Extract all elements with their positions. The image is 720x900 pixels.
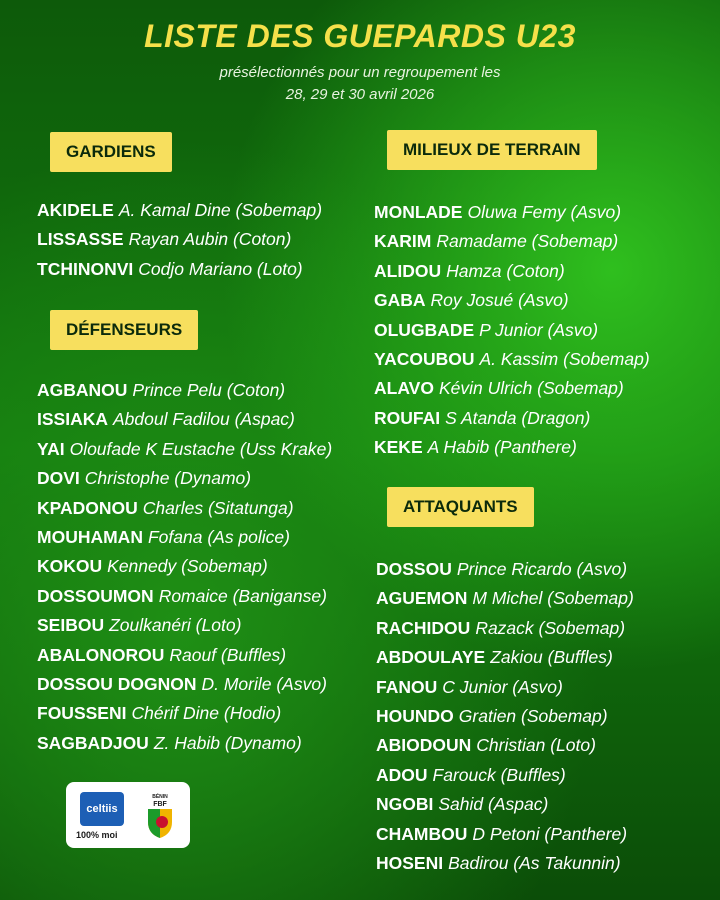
section-badge-milieux: MILIEUX DE TERRAIN [387, 130, 597, 170]
player-details: Farouck (Buffles) [432, 764, 566, 785]
player-details: Charles (Sitatunga) [142, 497, 294, 518]
player-details: Z. Habib (Dynamo) [153, 732, 302, 753]
player-details: Christian (Loto) [476, 735, 596, 756]
player-surname: AGBANOU [37, 380, 128, 400]
player-details: Gratien (Sobemap) [458, 705, 608, 726]
player-row [37, 670, 332, 699]
player-row [374, 316, 650, 345]
player-details: A. Kassim (Sobemap) [479, 348, 650, 369]
player-list-defenseurs [37, 376, 332, 758]
player-details: M Michel (Sobemap) [472, 588, 634, 609]
player-row [376, 849, 634, 878]
player-row [376, 555, 634, 584]
player-list-attaquants [376, 555, 634, 878]
player-row [37, 582, 332, 611]
player-surname: KEKE [374, 437, 423, 458]
player-row [376, 790, 634, 819]
player-details: P Junior (Asvo) [479, 319, 599, 340]
player-surname: ALAVO [374, 378, 434, 399]
celtiis-tagline: 100% moi [76, 830, 118, 840]
player-details: Zakiou (Buffles) [490, 647, 613, 668]
player-details: C Junior (Asvo) [442, 676, 563, 697]
player-row [37, 611, 332, 640]
section-badge-defenseurs: DÉFENSEURS [50, 310, 198, 350]
player-surname: CHAMBOU [376, 823, 468, 844]
player-surname: DOSSOU DOGNON [37, 673, 197, 694]
player-row [374, 286, 650, 315]
player-surname: KPADONOU [37, 497, 138, 518]
player-row [376, 673, 634, 702]
player-surname: ABALONOROU [37, 644, 165, 665]
player-details: Razack (Sobemap) [475, 617, 626, 638]
player-surname: DOVI [37, 468, 80, 489]
player-surname: RACHIDOU [376, 617, 471, 638]
celtiis-logo: celtiis [80, 792, 124, 826]
player-surname: FOUSSENI [37, 703, 127, 724]
player-row [376, 702, 634, 731]
player-details: D Petoni (Panthere) [472, 823, 628, 844]
player-details: Zoulkanéri (Loto) [109, 615, 242, 636]
player-row [374, 404, 650, 433]
player-details: Kévin Ulrich (Sobemap) [438, 378, 624, 399]
player-details: Ramadame (Sobemap) [436, 231, 619, 252]
player-surname: AKIDELE [37, 200, 114, 220]
player-surname: DOSSOU [376, 559, 452, 579]
player-row [37, 494, 332, 523]
player-row [374, 227, 650, 256]
subtitle-line-2: 28, 29 et 30 avril 2026 [285, 86, 435, 103]
player-details: A. Kamal Dine (Sobemap) [118, 200, 323, 220]
player-surname: ABIODOUN [376, 735, 472, 756]
section-badge-attaquants: ATTAQUANTS [387, 487, 534, 527]
player-row [37, 376, 332, 405]
player-surname: KARIM [374, 231, 432, 252]
player-row [37, 405, 332, 434]
player-surname: HOSENI [376, 852, 444, 873]
player-row [376, 761, 634, 790]
player-surname: GABA [374, 290, 426, 311]
page-title: LISTE DES GUEPARDS U23 [144, 18, 576, 54]
player-details: Codjo Mariano (Loto) [138, 258, 303, 279]
player-surname: AGUEMON [376, 588, 468, 609]
player-details: Christophe (Dynamo) [84, 468, 252, 489]
sponsor-logos [66, 782, 190, 848]
player-row [376, 820, 634, 849]
player-details: Oloufade K Eustache (Uss Krake) [69, 438, 333, 459]
player-details: Hamza (Coton) [446, 260, 565, 281]
player-details: A Habib (Panthere) [427, 437, 577, 458]
player-row [376, 643, 634, 672]
player-surname: NGOBI [376, 794, 434, 815]
player-row [37, 523, 332, 552]
player-row [37, 641, 332, 670]
page-subtitle [0, 62, 720, 106]
player-details: Oluwa Femy (Asvo) [467, 202, 622, 222]
player-surname: YACOUBOU [374, 348, 475, 369]
player-details: Chérif Dine (Hodio) [131, 703, 282, 724]
player-row [376, 731, 634, 760]
player-row [37, 464, 332, 493]
player-surname: MONLADE [374, 202, 463, 222]
player-row [376, 584, 634, 613]
player-details: D. Morile (Asvo) [201, 673, 327, 694]
player-surname: FANOU [376, 676, 438, 697]
player-details: Prince Ricardo (Asvo) [456, 559, 628, 579]
player-surname: HOUNDO [376, 705, 454, 726]
player-details: Rayan Aubin (Coton) [128, 229, 292, 250]
player-details: Raouf (Buffles) [169, 644, 287, 665]
player-row [374, 198, 650, 227]
player-details: Kennedy (Sobemap) [107, 556, 268, 577]
player-surname: YAI [37, 438, 65, 459]
player-row [37, 255, 322, 284]
player-list-gardiens [37, 196, 322, 284]
section-badge-gardiens: GARDIENS [50, 132, 172, 172]
player-surname: KOKOU [37, 556, 103, 577]
player-surname: MOUHAMAN [37, 526, 143, 547]
player-surname: DOSSOUMON [37, 585, 154, 606]
player-surname: ABDOULAYE [376, 647, 486, 668]
player-list-milieux [374, 198, 650, 463]
player-surname: LISSASSE [37, 229, 124, 250]
fbf-initials: FBF [153, 801, 167, 808]
player-details: Romaice (Baniganse) [158, 585, 327, 606]
player-surname: SAGBADJOU [37, 732, 149, 753]
player-surname: ROUFAI [374, 407, 441, 428]
player-surname: TCHINONVI [37, 258, 134, 279]
player-details: Prince Pelu (Coton) [132, 380, 286, 400]
player-row [37, 225, 322, 254]
player-surname: OLUGBADE [374, 319, 475, 340]
player-row [37, 552, 332, 581]
player-row [374, 433, 650, 462]
player-surname: ISSIAKA [37, 409, 108, 430]
player-details: Sahid (Aspac) [438, 794, 549, 815]
player-row [37, 196, 322, 225]
player-row [374, 374, 650, 403]
player-row [37, 435, 332, 464]
subtitle-line-1: présélectionnés pour un regroupement les [219, 64, 501, 81]
player-details: Badirou (As Takunnin) [448, 852, 621, 873]
player-details: Abdoul Fadilou (Aspac) [112, 409, 295, 430]
player-row [374, 345, 650, 374]
player-details: S Atanda (Dragon) [445, 407, 591, 428]
player-surname: ALIDOU [374, 260, 442, 281]
fbf-crest-icon [140, 790, 180, 840]
player-surname: ADOU [376, 764, 428, 785]
player-row [376, 614, 634, 643]
fbf-country: BÉNIN [152, 794, 168, 800]
player-details: Roy Josué (Asvo) [430, 290, 569, 311]
player-surname: SEIBOU [37, 615, 105, 636]
player-row [37, 729, 332, 758]
player-row [37, 699, 332, 728]
player-details: Fofana (As police) [147, 526, 290, 547]
player-row [374, 257, 650, 286]
